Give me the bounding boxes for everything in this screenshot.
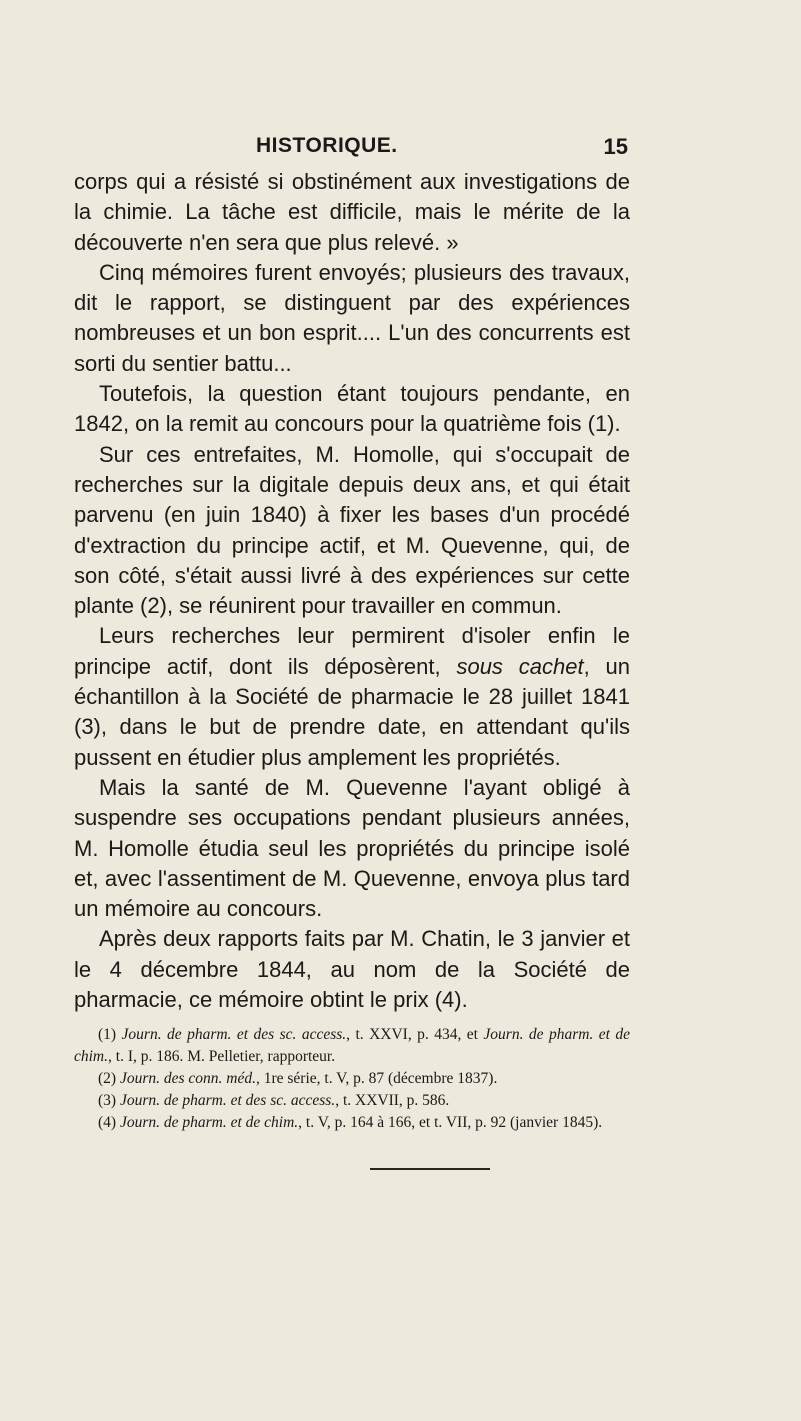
closing-rule: [370, 1168, 490, 1170]
footnote-1-detail: , t. XXVI, p. 434, et: [346, 1026, 484, 1043]
page-number: 15: [603, 134, 628, 159]
footnote-4-mark: (4): [98, 1114, 117, 1131]
paragraph-2: Cinq mémoires furent envoyés; plusieurs des travaux, dit le rapport, se distinguent par des expériences nombreuses et un bon esprit.... L'un des concurrents est sorti du sentier battu...: [74, 259, 630, 376]
footnote-2-mark: (2): [98, 1070, 117, 1087]
running-head: [196, 134, 628, 164]
footnotes: [74, 1024, 630, 1134]
footnote-3-mark: (3): [98, 1092, 117, 1109]
body-text: [74, 167, 630, 1015]
footnote-4-detail: , t. V, p. 164 à 166, et t. VII, p. 92 (janvier 1845).: [298, 1114, 603, 1131]
paragraph-3: Toutefois, la question étant toujours pendante, en 1842, on la remit au concours pour la quatrième fois (1).: [74, 381, 630, 437]
footnote-2-source: Journ. des conn. méd.: [119, 1070, 256, 1087]
paragraph-5-end: , un échantillon à la Société de pharmacie le 28 juillet 1841 (3), dans le but de prendre date, en attendant qu'ils pussent en étudier plus amplement les propriétés.: [74, 653, 630, 770]
footnote-1-mark: (1): [98, 1026, 117, 1043]
footnote-3-source: Journ. de pharm. et des sc. access.: [119, 1092, 336, 1109]
footnote-3: [74, 1090, 630, 1112]
footnote-1-detail2: , t. I, p. 186. M. Pelletier, rapporteur.: [108, 1048, 336, 1065]
footnote-3-detail: , t. XXVII, p. 586.: [335, 1092, 450, 1109]
footnote-2-detail: , 1re série, t. V, p. 87 (décembre 1837).: [255, 1070, 498, 1087]
footnote-2: [74, 1068, 630, 1090]
running-title: HISTORIQUE.: [256, 134, 398, 157]
footnote-4: [74, 1112, 630, 1134]
footnote-1-source: Journ. de pharm. et des sc. access.: [121, 1026, 347, 1043]
paragraph-1: corps qui a résisté si obstinément aux investigations de la chimie. La tâche est difficile, mais le mérite de la découverte n'en sera que plus relevé. »: [74, 169, 630, 255]
footnote-1-source2: Journ. de pharm. et de chim.: [74, 1026, 630, 1065]
paragraph-4: Sur ces entrefaites, M. Homolle, qui s'occupait de recherches sur la digitale depuis deux ans, et qui était parvenu (en juin 1840) à fixer les bases d'un procédé d'extraction du principe actif, et M. Quevenne, qui, de son côté, s'était aussi livré à des expériences sur cette plante (2), se réunirent pour travailler en commun.: [74, 441, 630, 619]
paragraph-5-italic: sous cachet: [456, 653, 584, 679]
paragraph-6: Mais la santé de M. Quevenne l'ayant obligé à suspendre ses occupations pendant plusieurs années, M. Homolle étudia seul les propriétés du principe isolé et, avec l'assentiment de M. Quevenne, envoya plus tard un mémoire au concours.: [74, 774, 630, 922]
paragraph-7: Après deux rapports faits par M. Chatin, le 3 janvier et le 4 décembre 1844, au nom de la Société de pharmacie, ce mémoire obtint le prix (4).: [74, 926, 630, 1013]
paragraph-5-start: Leurs recherches leur permirent d'isoler enfin le principe actif, dont ils déposèrent,: [74, 623, 630, 679]
footnote-1: [74, 1024, 630, 1068]
footnote-4-source: Journ. de pharm. et de chim.: [119, 1114, 299, 1131]
paragraph-5: [74, 621, 630, 772]
